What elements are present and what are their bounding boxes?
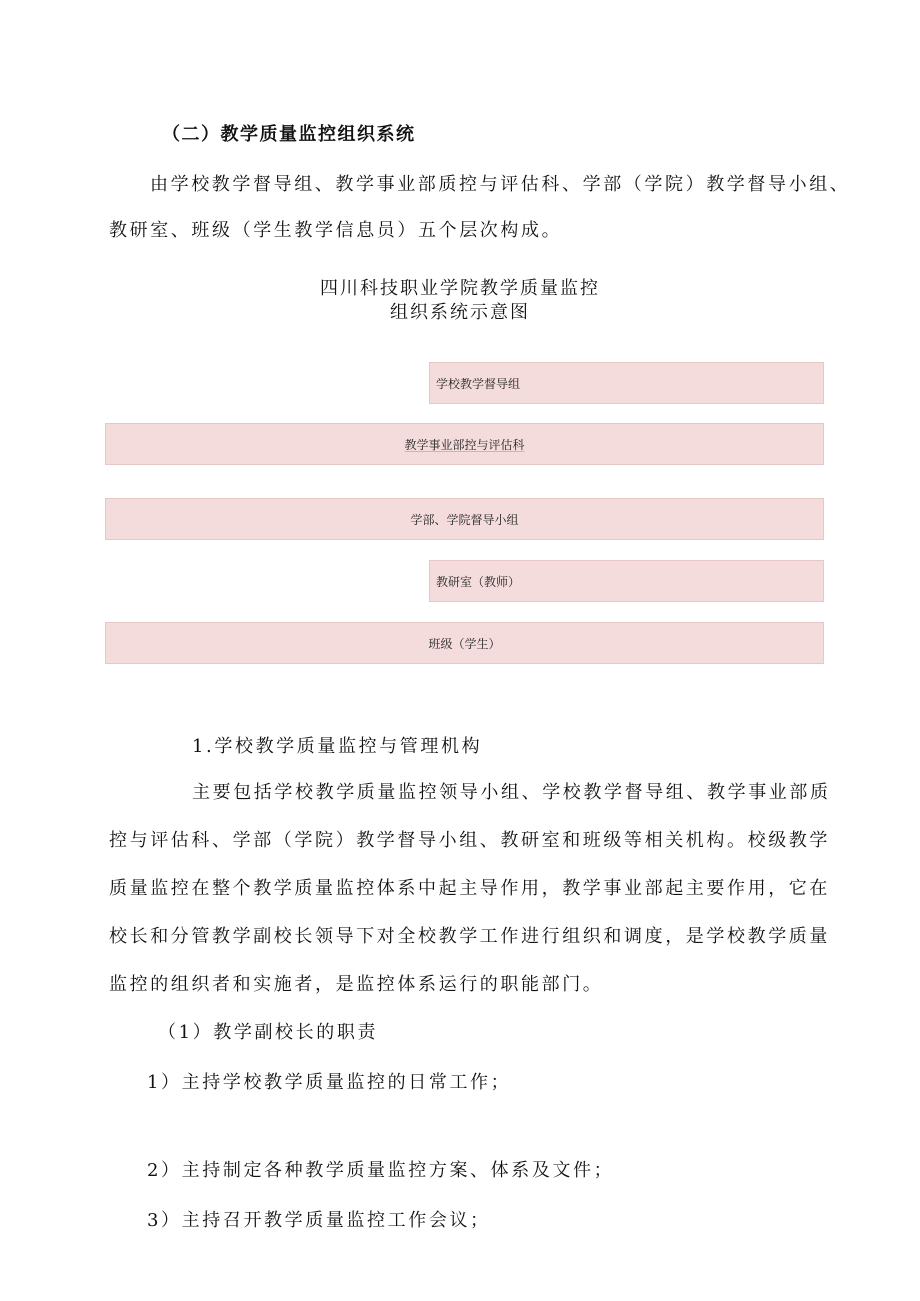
duties-title: （1）教学副校长的职责 — [158, 1022, 379, 1043]
paragraph-line: 质量监控在整个教学质量监控体系中起主导作用，教学事业部起主要作用，它在 — [109, 878, 830, 899]
org-box-class: 班级（学生） — [105, 622, 824, 664]
diagram-title-line: 组织系统示意图 — [390, 302, 530, 323]
paragraph-line: 主要包括学校教学质量监控领导小组、学校教学督导组、教学事业部质 — [192, 782, 831, 803]
org-box-faculty-supervision: 学部、学院督导小组 — [105, 498, 824, 540]
paragraph-line: 监控的组织者和实施者，是监控体系运行的职能部门。 — [109, 974, 604, 995]
org-box-school-supervision: 学校教学督导组 — [429, 362, 824, 404]
diagram-title-line: 四川科技职业学院教学质量监控 — [320, 278, 600, 299]
org-box-quality-control: 教学事业部控与评估科 — [105, 423, 824, 465]
paragraph-line: 校长和分管教学副校长领导下对全校教学工作进行组织和调度，是学校教学质量 — [109, 926, 830, 947]
duty-item: 2）主持制定各种教学质量监控方案、体系及文件； — [147, 1160, 615, 1181]
subsection-title: 1.学校教学质量监控与管理机构 — [192, 736, 483, 757]
intro-line: 教研室、班级（学生教学信息员）五个层次构成。 — [109, 220, 563, 241]
paragraph-line: 控与评估科、学部（学院）教学督导小组、教研室和班级等相关机构。校级教学 — [109, 830, 830, 851]
org-box-teaching-office: 教研室（教师） — [429, 560, 824, 602]
section-heading: （二）教学质量监控组织系统 — [162, 124, 416, 145]
duty-item: 3）主持召开教学质量监控工作会议； — [147, 1210, 491, 1231]
intro-line: 由学校教学督导组、教学事业部质控与评估科、学部（学院）教学督导小组、 — [150, 174, 851, 195]
duty-item: 1）主持学校教学质量监控的日常工作； — [147, 1072, 512, 1093]
